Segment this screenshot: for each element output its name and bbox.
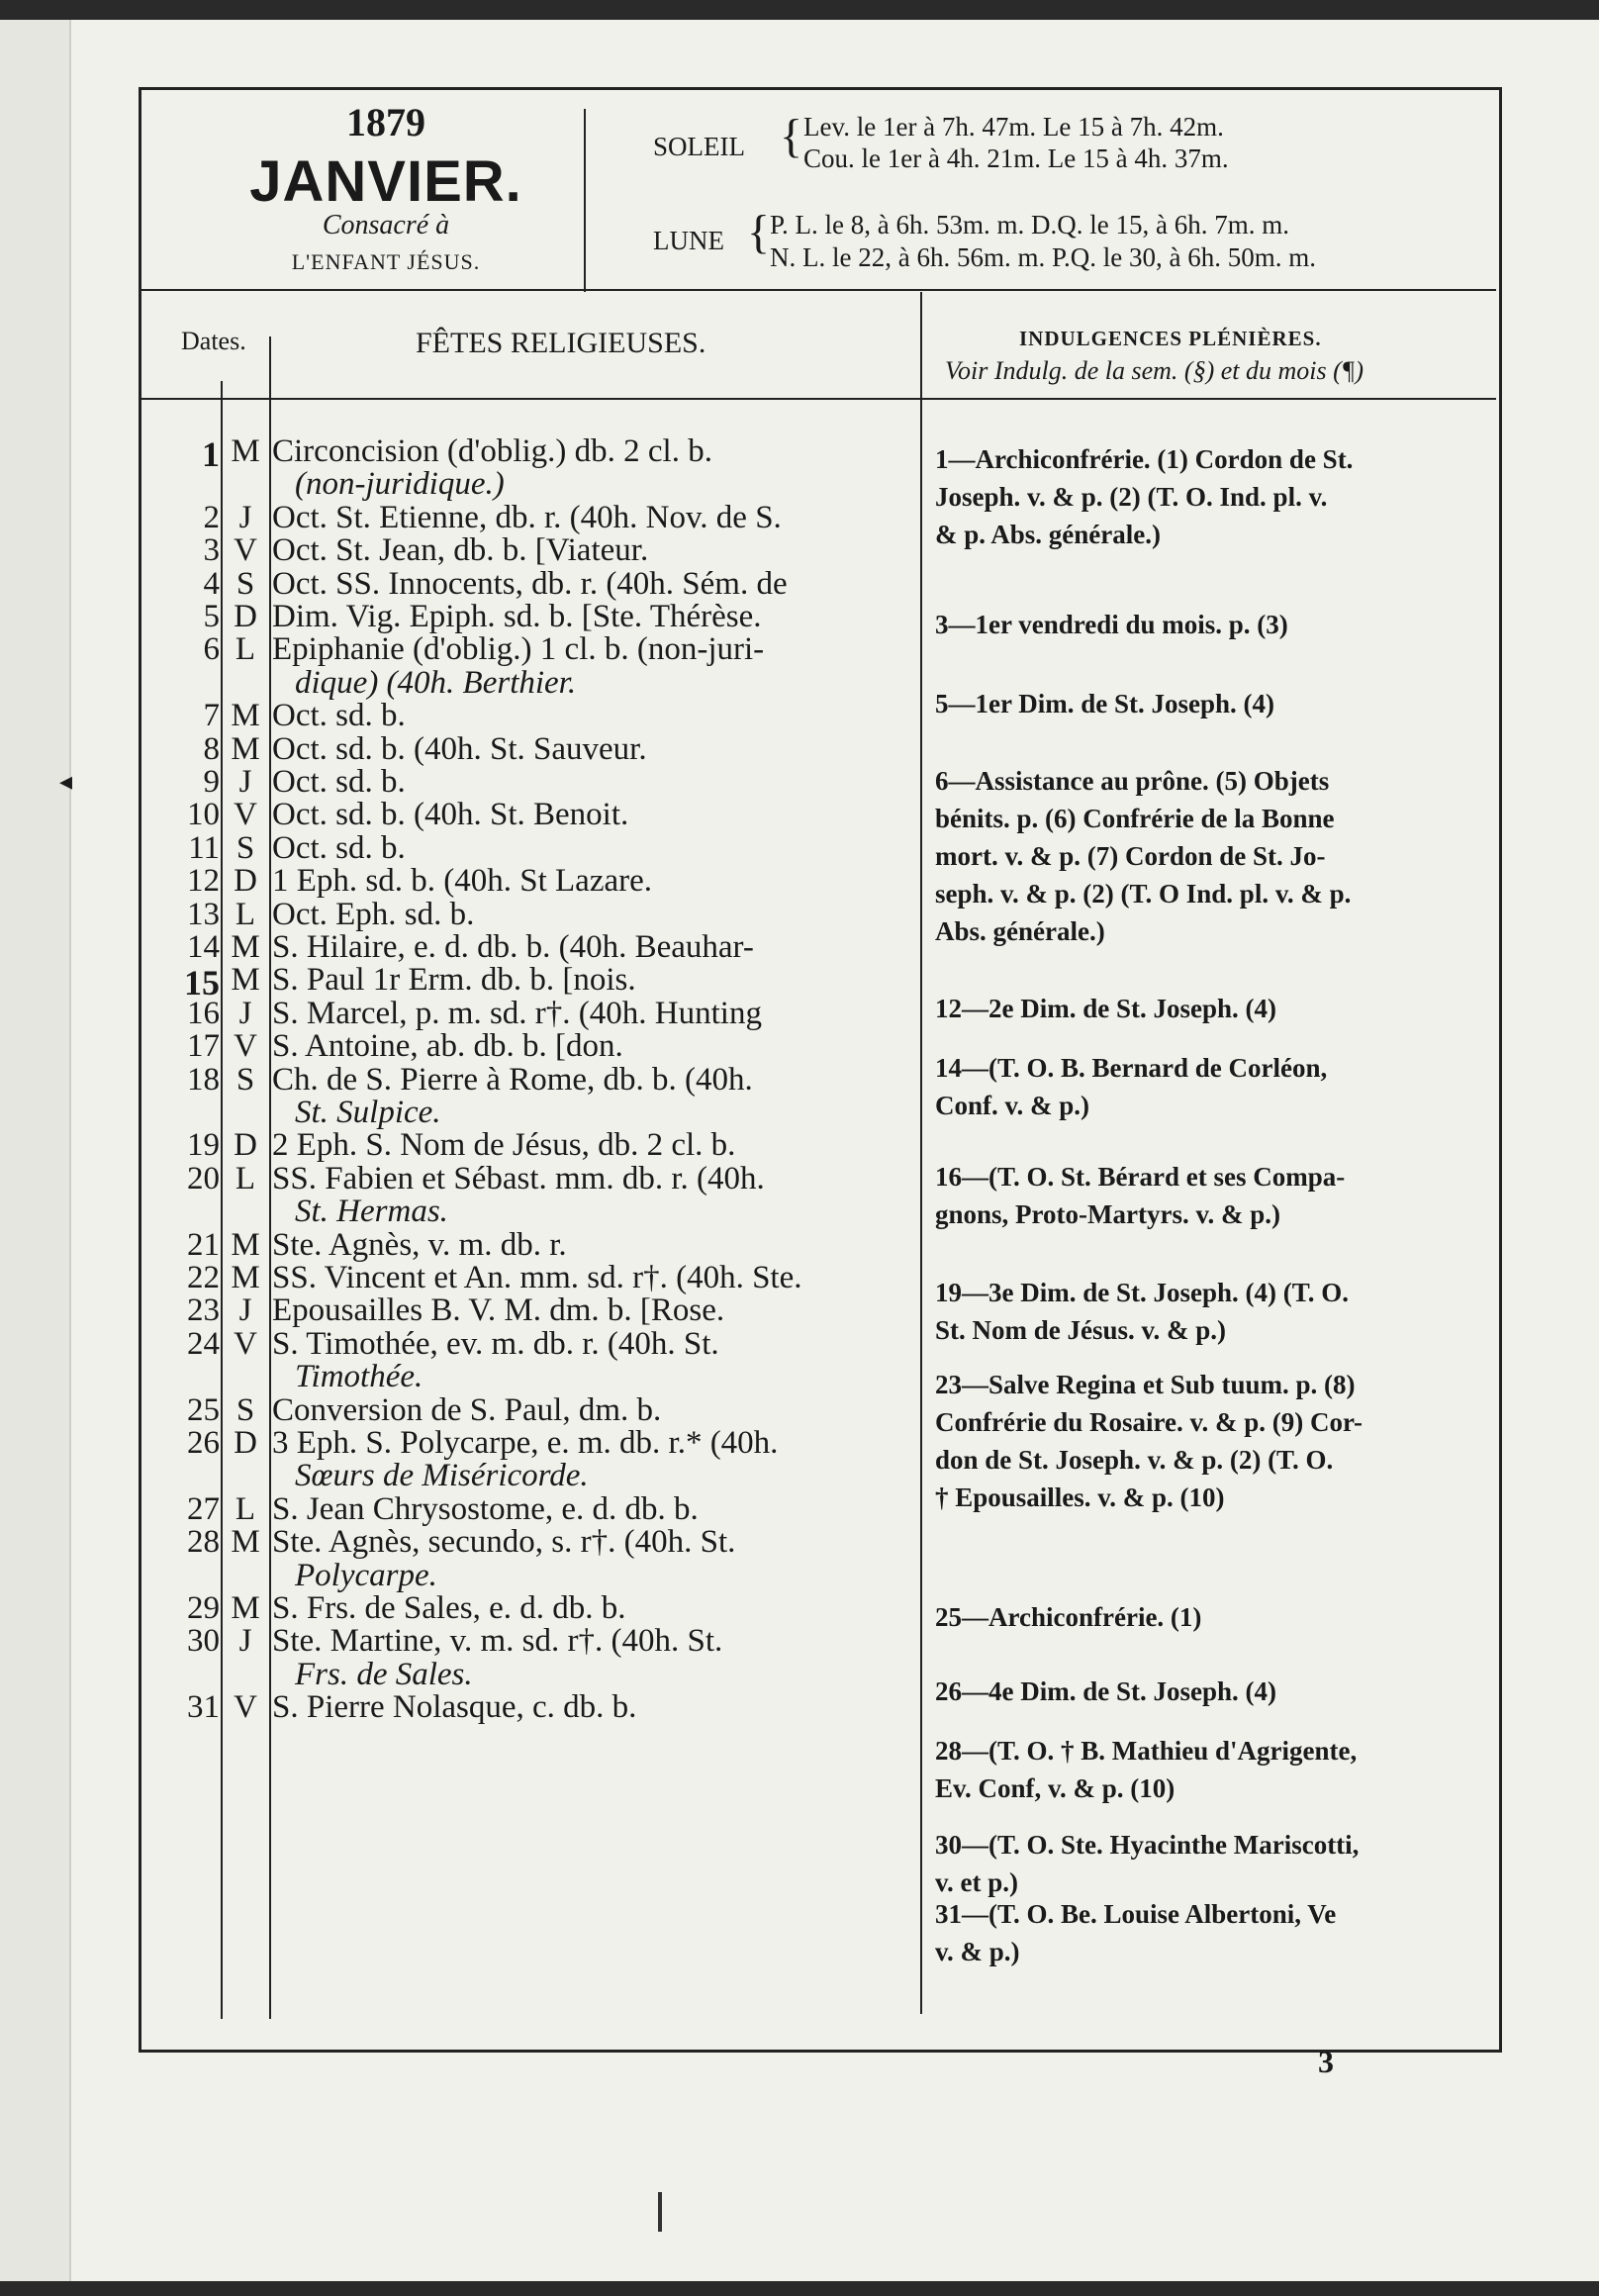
indulgence-entry: [935, 1826, 1479, 1901]
weekday: V: [234, 797, 257, 833]
feast-text-continued: (non-juridique.): [295, 466, 505, 503]
indulgence-entry: [935, 1274, 1479, 1349]
left-page-edge: [0, 20, 71, 2281]
indulgence-line: 3—1er vendredi du mois. p. (3): [935, 610, 1288, 639]
indulgence-line: 16—(T. O. St. Bérard et ses Compa-: [935, 1162, 1346, 1192]
feast-text: Oct. sd. b.: [272, 829, 406, 866]
dedication: L'ENFANT JÉSUS.: [291, 249, 481, 274]
date-number: 26: [187, 1425, 220, 1461]
feast-text: Oct. sd. b. (40h. St. Benoit.: [272, 797, 629, 833]
indulgence-line: St. Nom de Jésus. v. & p.): [935, 1315, 1227, 1345]
feast-text-continued: St. Hermas.: [295, 1194, 448, 1230]
margin-mark: ◂: [59, 767, 73, 796]
date-number: 4: [203, 565, 220, 602]
brace-icon: {: [747, 206, 771, 258]
header-rule: [139, 289, 1496, 291]
weekday: D: [234, 863, 257, 900]
date-number: 13: [187, 896, 220, 932]
date-number: 28: [187, 1524, 220, 1561]
feast-text: SS. Vincent et An. mm. sd. r†. (40h. Ste.: [272, 1260, 802, 1295]
weekday: J: [238, 499, 252, 535]
lune-label: LUNE: [653, 226, 724, 255]
feast-text: Ste. Martine, v. m. sd. r†. (40h. St.: [272, 1623, 723, 1660]
feast-text: Epousailles B. V. M. dm. b. [Rose.: [272, 1292, 725, 1329]
soleil-line-2: Cou. le 1er à 4h. 21m. Le 15 à 4h. 37m.: [803, 144, 1229, 173]
soleil-line-1: Lev. le 1er à 7h. 47m. Le 15 à 7h. 42m.: [803, 112, 1224, 142]
weekday: M: [231, 929, 260, 965]
date-number: 12: [187, 863, 220, 900]
feast-text: Epiphanie (d'oblig.) 1 cl. b. (non-juri-: [272, 631, 765, 668]
indulgence-entry: [935, 762, 1479, 950]
date-number: 21: [187, 1226, 220, 1263]
indulgence-line: 12—2e Dim. de St. Joseph. (4): [935, 994, 1276, 1023]
feast-text: Oct. Eph. sd. b.: [272, 896, 475, 932]
date-number: 1: [202, 434, 220, 474]
feast-text-continued: Sœurs de Miséricorde.: [295, 1458, 589, 1494]
indulgence-entry: [935, 990, 1479, 1027]
col-indulgences-sub: Voir Indulg. de la sem. (§) et du mois (¶): [945, 356, 1364, 385]
indulgence-line: Joseph. v. & p. (2) (T. O. Ind. pl. v.: [935, 482, 1328, 512]
date-number: 16: [187, 995, 220, 1031]
feast-text: 1 Eph. sd. b. (40h. St Lazare.: [272, 863, 652, 900]
lune-line-1: P. L. le 8, à 6h. 53m. m. D.Q. le 15, à 6h. 7m. m.: [770, 210, 1289, 239]
weekday: J: [238, 1292, 252, 1329]
feast-text: S. Timothée, ev. m. db. r. (40h. St.: [272, 1325, 719, 1362]
weekday: D: [234, 599, 257, 634]
col-fetes: FÊTES RELIGIEUSES.: [416, 327, 706, 359]
brace-icon: {: [780, 110, 803, 162]
indulgence-line: 31—(T. O. Be. Louise Albertoni, Ve: [935, 1899, 1337, 1929]
weekday: M: [231, 698, 260, 734]
indulgence-line: mort. v. & p. (7) Cordon de St. Jo-: [935, 841, 1326, 871]
indulgence-line: & p. Abs. générale.): [935, 520, 1161, 549]
weekday: L: [235, 631, 256, 668]
feast-text-continued: dique) (40h. Berthier.: [295, 664, 577, 701]
feast-text: Oct. sd. b. (40h. St. Sauveur.: [272, 730, 647, 767]
weekday: M: [231, 1590, 260, 1626]
weekday: M: [231, 1524, 260, 1561]
col-dates: Dates.: [181, 327, 246, 355]
weekday: J: [238, 995, 252, 1031]
weekday: D: [234, 1425, 257, 1461]
indulgence-line: † Epousailles. v. & p. (10): [935, 1483, 1225, 1512]
date-number: 19: [187, 1127, 220, 1164]
lune-line-2: N. L. le 22, à 6h. 56m. m. P.Q. le 30, à 6h. 50m. m.: [770, 242, 1316, 272]
weekday: L: [235, 896, 256, 932]
feast-text: Oct. SS. Innocents, db. r. (40h. Sém. de: [272, 565, 788, 602]
date-number: 8: [203, 730, 220, 767]
feast-text: S. Antoine, ab. db. b. [don.: [272, 1028, 623, 1065]
weekday: M: [231, 1226, 260, 1263]
indulgence-entry: [935, 1732, 1479, 1807]
date-number: 20: [187, 1160, 220, 1196]
feast-text: S. Hilaire, e. d. db. b. (40h. Beauhar-: [272, 929, 754, 965]
page-number: 3: [1318, 2044, 1334, 2079]
consacre: Consacré à: [322, 210, 450, 240]
weekday: M: [231, 962, 260, 999]
date-number: 3: [203, 532, 220, 569]
weekday: V: [234, 1689, 257, 1726]
indulgence-line: Ev. Conf, v. & p. (10): [935, 1773, 1176, 1803]
date-number: 5: [203, 599, 220, 634]
indulgence-line: 14—(T. O. B. Bernard de Corléon,: [935, 1053, 1328, 1083]
feast-text: S. Paul 1r Erm. db. b. [nois.: [272, 962, 636, 999]
indulgence-entry: [935, 1895, 1479, 1970]
feast-text-continued: Polycarpe.: [295, 1557, 437, 1593]
indulgence-entry: [935, 606, 1479, 643]
weekday: M: [231, 1260, 260, 1295]
col-divider: [920, 292, 922, 2014]
weekday: L: [235, 1160, 256, 1196]
indulgence-entry: [935, 685, 1479, 722]
weekday: V: [234, 532, 257, 569]
date-number: 14: [187, 929, 220, 965]
indulgence-entry: [935, 1158, 1479, 1233]
feast-text: Oct. St. Jean, db. b. [Viateur.: [272, 532, 649, 569]
feast-text: Ch. de S. Pierre à Rome, db. b. (40h.: [272, 1061, 753, 1098]
date-number: 29: [187, 1590, 220, 1626]
feast-text: Dim. Vig. Epiph. sd. b. [Ste. Thérèse.: [272, 599, 762, 634]
column-rule: [139, 398, 1496, 400]
weekday: D: [234, 1127, 257, 1164]
feast-text: SS. Fabien et Sébast. mm. db. r. (40h.: [272, 1160, 765, 1196]
col-divider: [269, 336, 271, 2019]
feast-text: 3 Eph. S. Polycarpe, e. m. db. r.* (40h.: [272, 1425, 779, 1461]
indulgence-line: 19—3e Dim. de St. Joseph. (4) (T. O.: [935, 1278, 1349, 1307]
date-number: 30: [187, 1623, 220, 1660]
date-number: 2: [203, 499, 220, 535]
feast-text: Oct. sd. b.: [272, 764, 406, 800]
feast-text-continued: Frs. de Sales.: [295, 1656, 473, 1692]
indulgence-line: 6—Assistance au prône. (5) Objets: [935, 766, 1330, 796]
date-number: 9: [203, 764, 220, 800]
indulgence-line: 28—(T. O. † B. Mathieu d'Agrigente,: [935, 1736, 1358, 1766]
header-divider: [584, 109, 586, 292]
indulgence-line: Abs. générale.): [935, 916, 1105, 946]
date-number: 7: [203, 698, 220, 734]
weekday: J: [238, 764, 252, 800]
year: 1879: [346, 100, 425, 144]
date-number: 31: [187, 1689, 220, 1726]
weekday: S: [235, 1061, 255, 1098]
feast-text: Ste. Agnès, v. m. db. r.: [272, 1226, 567, 1263]
date-number: 24: [187, 1325, 220, 1362]
indulgence-line: 25—Archiconfrérie. (1): [935, 1602, 1202, 1632]
indulgence-line: 1—Archiconfrérie. (1) Cordon de St.: [935, 444, 1354, 474]
weekday: J: [238, 1623, 252, 1660]
weekday: V: [234, 1325, 257, 1362]
indulgence-line: v. & p.): [935, 1937, 1020, 1966]
weekday: M: [231, 730, 260, 767]
indulgence-line: gnons, Proto-Martyrs. v. & p.): [935, 1199, 1280, 1229]
feast-text: S. Pierre Nolasque, c. db. b.: [272, 1689, 637, 1726]
feast-text: Circoncision (d'oblig.) db. 2 cl. b.: [272, 433, 712, 469]
soleil-label: SOLEIL: [653, 132, 745, 161]
indulgence-line: 30—(T. O. Ste. Hyacinthe Mariscotti,: [935, 1830, 1360, 1860]
feast-text-continued: St. Sulpice.: [295, 1095, 441, 1130]
feast-text: 2 Eph. S. Nom de Jésus, db. 2 cl. b.: [272, 1127, 736, 1164]
weekday: L: [235, 1490, 256, 1527]
indulgence-line: 5—1er Dim. de St. Joseph. (4): [935, 689, 1274, 718]
weekday: S: [235, 565, 255, 602]
weekday: V: [234, 1028, 257, 1065]
indulgence-entry: [935, 1598, 1479, 1636]
date-number: 18: [187, 1061, 220, 1098]
weekday: S: [235, 829, 255, 866]
col-divider: [221, 381, 223, 2019]
indulgence-line: v. et p.): [935, 1867, 1018, 1897]
indulgence-line: 26—4e Dim. de St. Joseph. (4): [935, 1676, 1276, 1706]
printer-mark: [658, 2192, 662, 2232]
date-number: 27: [187, 1490, 220, 1527]
date-number: 6: [203, 631, 220, 668]
indulgence-line: Conf. v. & p.): [935, 1091, 1090, 1120]
indulgence-entry: [935, 1049, 1479, 1124]
date-number: 10: [187, 797, 220, 833]
indulgence-line: 23—Salve Regina et Sub tuum. p. (8): [935, 1370, 1356, 1399]
feast-text-continued: Timothée.: [295, 1359, 423, 1395]
indulgence-entry: [935, 1366, 1479, 1516]
feast-text: Oct. sd. b.: [272, 698, 406, 734]
feast-text: S. Jean Chrysostome, e. d. db. b.: [272, 1490, 699, 1527]
indulgence-line: Confrérie du Rosaire. v. & p. (9) Cor-: [935, 1407, 1363, 1437]
month-title: JANVIER.: [249, 149, 522, 214]
feast-text: Ste. Agnès, secundo, s. r†. (40h. St.: [272, 1524, 736, 1561]
date-number: 17: [187, 1028, 220, 1065]
col-indulgences-title: INDULGENCES PLÉNIÈRES.: [1019, 327, 1322, 350]
date-number: 23: [187, 1292, 220, 1329]
feast-text: Conversion de S. Paul, dm. b.: [272, 1391, 662, 1428]
indulgence-line: don de St. Joseph. v. & p. (2) (T. O.: [935, 1445, 1334, 1475]
indulgence-entry: [935, 1673, 1479, 1710]
indulgence-entry: [935, 440, 1479, 553]
indulgence-line: seph. v. & p. (2) (T. O Ind. pl. v. & p.: [935, 879, 1352, 909]
indulgence-line: bénits. p. (6) Confrérie de la Bonne: [935, 804, 1335, 833]
feast-text: S. Frs. de Sales, e. d. db. b.: [272, 1590, 626, 1626]
feast-text: Oct. St. Etienne, db. r. (40h. Nov. de S.: [272, 499, 782, 535]
date-number: 25: [187, 1391, 220, 1428]
date-number: 15: [184, 963, 220, 1004]
date-number: 11: [188, 829, 220, 866]
weekday: M: [231, 433, 260, 469]
weekday: S: [235, 1391, 255, 1428]
feast-text: S. Marcel, p. m. sd. r†. (40h. Hunting: [272, 995, 762, 1031]
date-number: 22: [187, 1260, 220, 1295]
